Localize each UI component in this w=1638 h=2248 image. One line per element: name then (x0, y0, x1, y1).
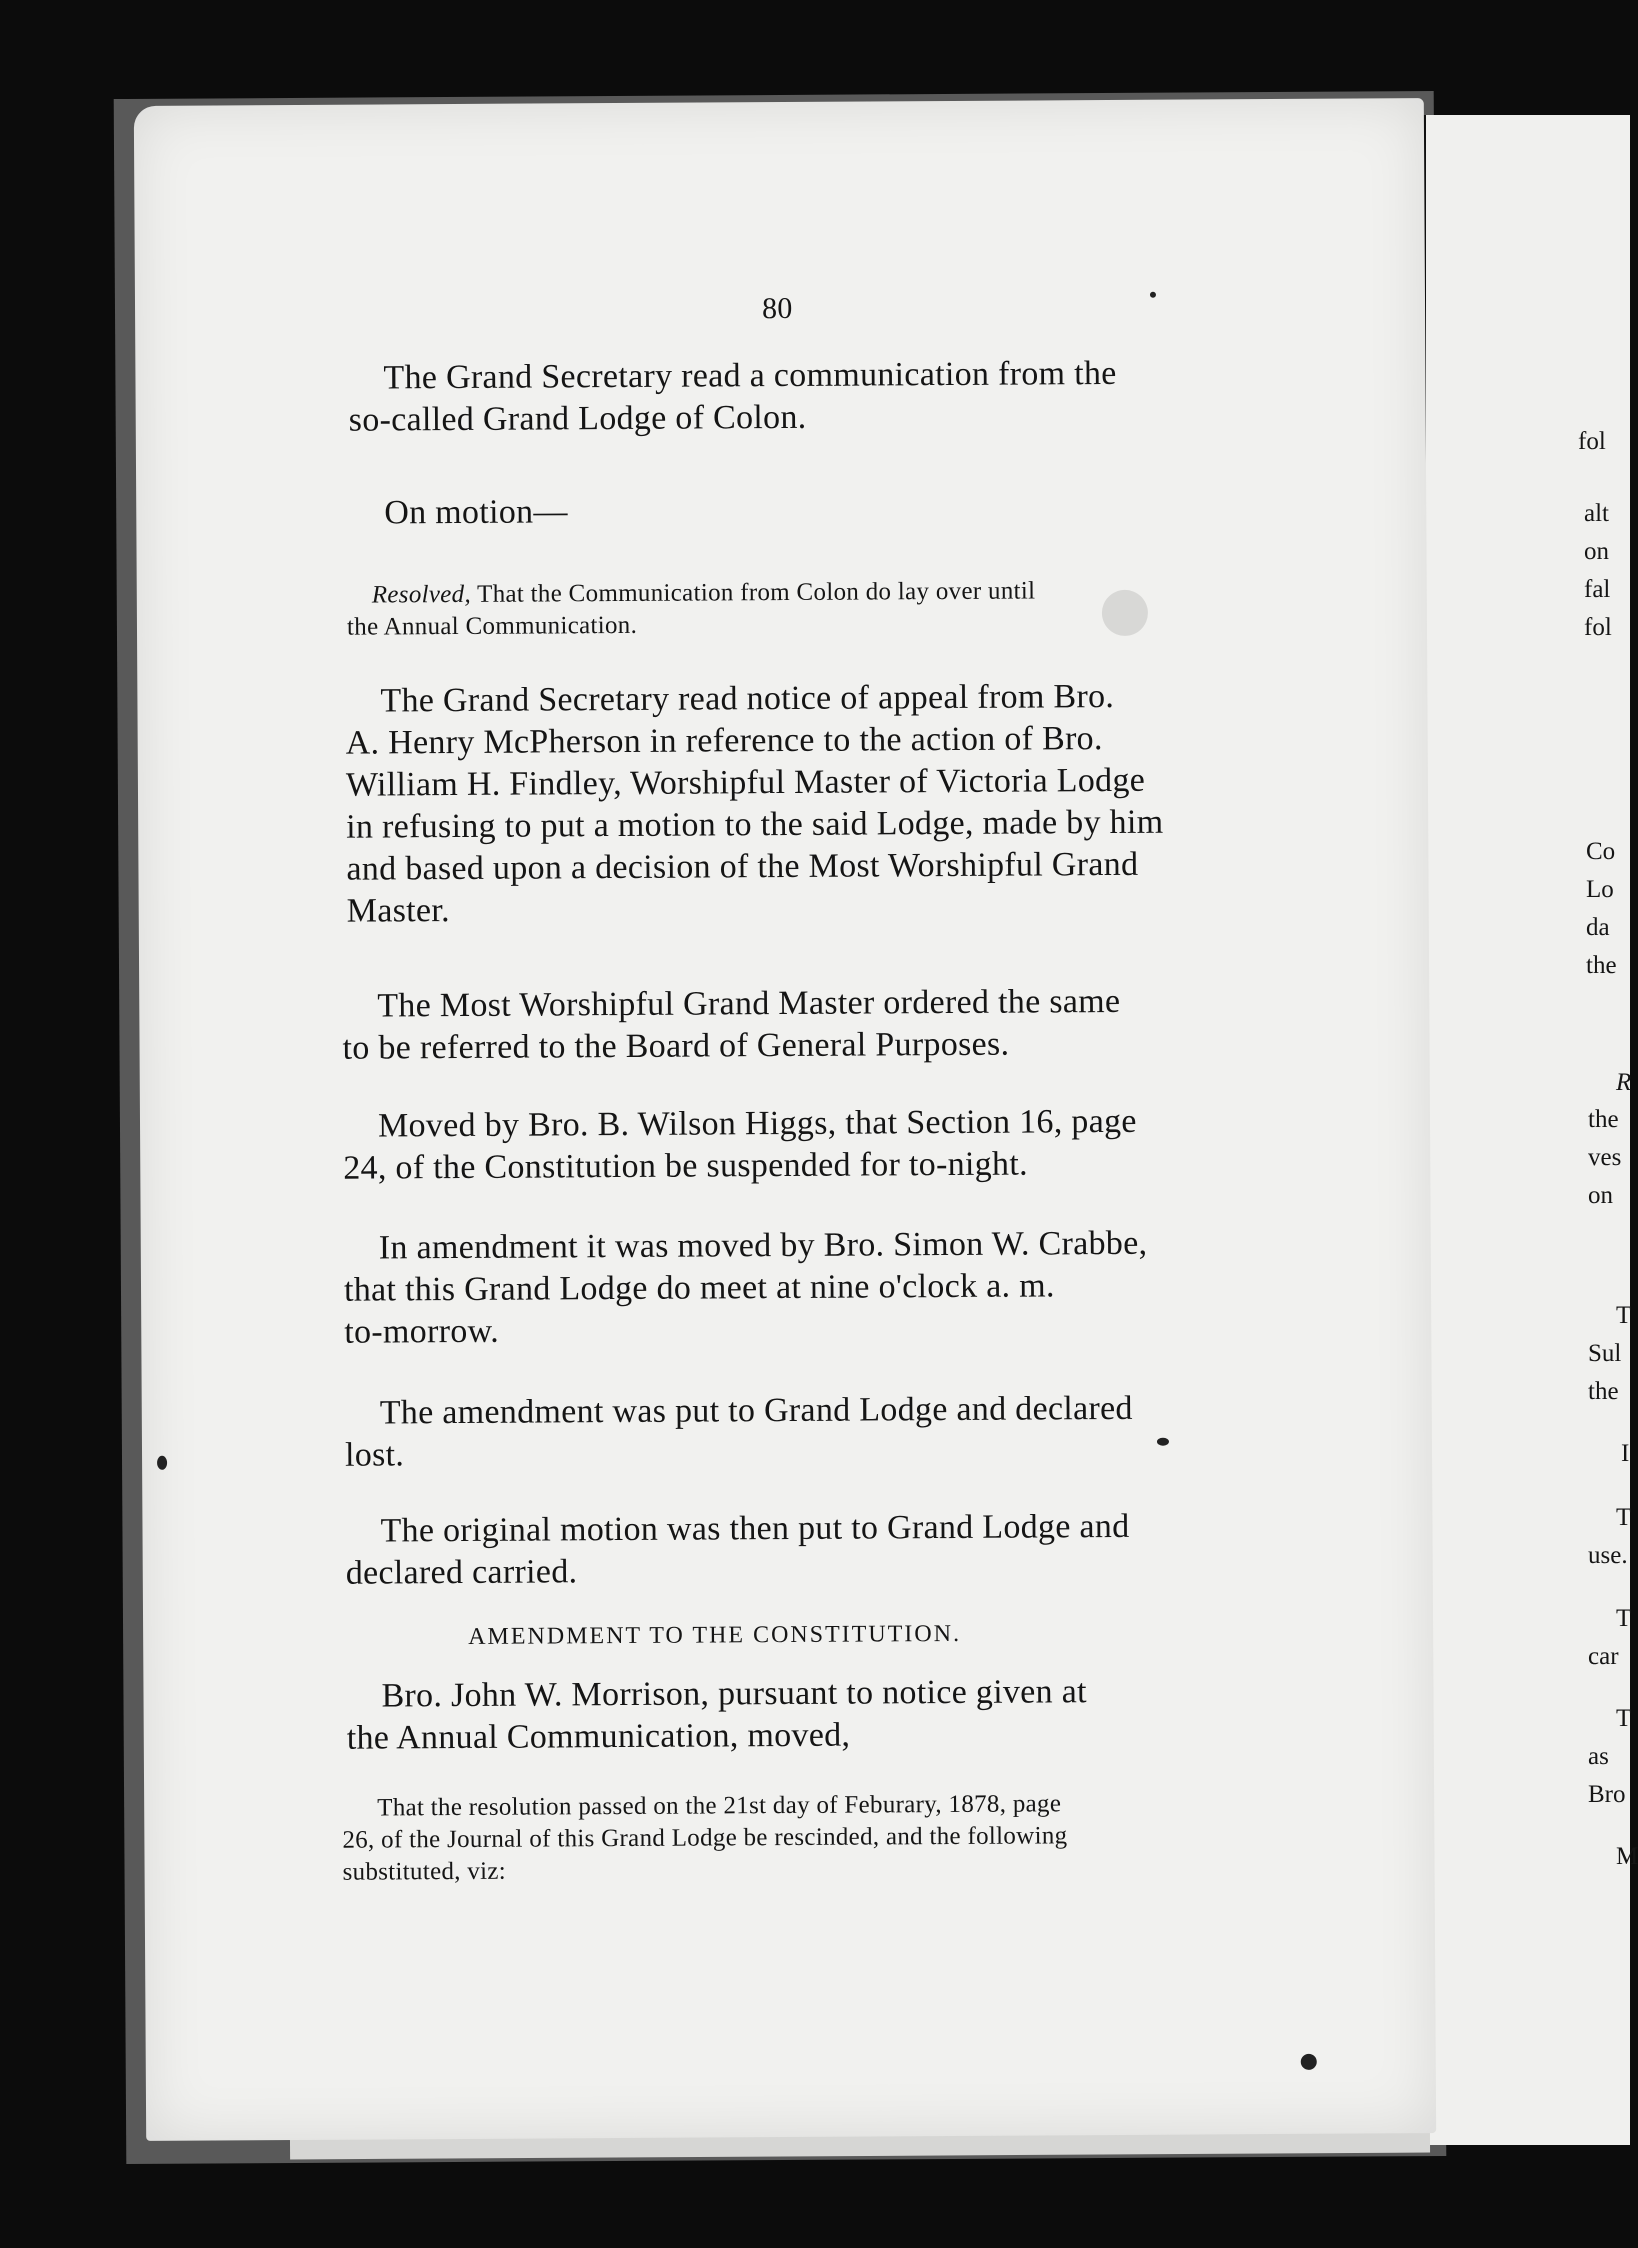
paragraph-line: The amendment was put to Grand Lodge and declared (379, 1389, 1133, 1432)
paragraph-line: to-morrow. (344, 1312, 500, 1351)
paragraph-line: the Annual Communication, moved, (346, 1716, 851, 1757)
adjacent-fragment: T (1616, 1705, 1632, 1732)
adjacent-fragment: da (1586, 914, 1610, 941)
paragraph-line: that this Grand Lodge do meet at nine o'clock a. m. (343, 1267, 1055, 1309)
adjacent-fragment: ves (1588, 1144, 1622, 1171)
adjacent-fragment: R (1616, 1069, 1632, 1096)
paragraph-line: lost. (344, 1436, 405, 1474)
paragraph-line: Bro. John W. Morrison, pursuant to notice given at (381, 1673, 1087, 1715)
paragraph-line: Moved by Bro. B. Wilson Higgs, that Section 16, page (377, 1102, 1137, 1145)
adjacent-fragment: fol (1578, 428, 1606, 455)
adjacent-fragment: fol (1584, 614, 1612, 641)
paragraph-line: A. Henry McPherson in reference to the action of Bro. (345, 720, 1103, 762)
resolution-line: the Annual Communication. (346, 611, 638, 641)
paragraph-line: In amendment it was moved by Bro. Simon W. Crabbe, (378, 1224, 1148, 1267)
adjacent-fragment: Bro (1588, 1781, 1626, 1808)
resolution-line: substituted, viz: (342, 1857, 507, 1886)
adjacent-fragment: on (1588, 1182, 1613, 1209)
paragraph-line: The original motion was then put to Grand Lodge and (380, 1507, 1130, 1550)
paragraph-line: The Grand Secretary read a communication from the (383, 354, 1117, 397)
adjacent-fragment: the (1586, 952, 1617, 979)
adjacent-fragment: car (1588, 1643, 1619, 1670)
adjacent-fragment: I (1621, 1440, 1630, 1467)
paragraph-line: Master. (346, 892, 450, 930)
adjacent-fragment: alt (1584, 500, 1609, 527)
adjacent-fragment: M (1616, 1843, 1638, 1870)
resolution-text: That the Communication from Colon do lay over until (470, 577, 1036, 608)
adjacent-fragment: T (1616, 1504, 1632, 1531)
paragraph-line: and based upon a decision of the Most Worshipful Grand (346, 845, 1139, 888)
page-number: 80 (761, 291, 793, 326)
paragraph-line: The Grand Secretary read notice of appeal from Bro. (380, 677, 1115, 720)
adjacent-fragment: the (1588, 1106, 1619, 1133)
adjacent-page (1420, 115, 1638, 2145)
paragraph-line: On motion— (384, 493, 568, 532)
adjacent-fragment: the (1588, 1378, 1619, 1405)
adjacent-fragment: on (1584, 538, 1609, 565)
speck (1157, 1438, 1169, 1446)
adjacent-fragment: Sul (1588, 1340, 1622, 1367)
adjacent-fragment: T (1616, 1302, 1632, 1329)
paragraph-line: declared carried. (345, 1553, 578, 1592)
adjacent-fragment: Co (1586, 838, 1616, 865)
adjacent-fragment: use. (1588, 1542, 1628, 1569)
speck (1301, 2054, 1317, 2070)
adjacent-fragment: Lo (1586, 876, 1614, 903)
paragraph-line: 24, of the Constitution be suspended for to-night. (343, 1145, 1028, 1187)
paragraph-line: so-called Grand Lodge of Colon. (348, 398, 807, 439)
adjacent-fragment: fal (1584, 576, 1611, 603)
stain (1102, 590, 1148, 636)
speck (157, 1456, 167, 1470)
adjacent-fragment: as (1588, 1743, 1609, 1770)
resolution-line: That the resolution passed on the 21st day of Feburary, 1878, page (377, 1790, 1062, 1822)
speck (1150, 292, 1156, 298)
adjacent-fragment: T (1616, 1605, 1632, 1632)
paragraph-line: The Most Worshipful Grand Master ordered the same (377, 982, 1121, 1025)
section-heading: AMENDMENT TO THE CONSTITUTION. (468, 1620, 962, 1650)
resolved-lead: Resolved, (371, 580, 472, 609)
resolution-line: 26, of the Journal of this Grand Lodge be rescinded, and the following (342, 1822, 1068, 1854)
paragraph-line: in refusing to put a motion to the said Lodge, made by him (346, 803, 1164, 846)
paragraph-line: William H. Findley, Worshipful Master of Victoria Lodge (345, 761, 1146, 804)
document-page (134, 98, 1436, 2141)
paragraph-line: to be referred to the Board of General Purposes. (342, 1025, 1010, 1067)
resolution-line (372, 577, 1036, 609)
